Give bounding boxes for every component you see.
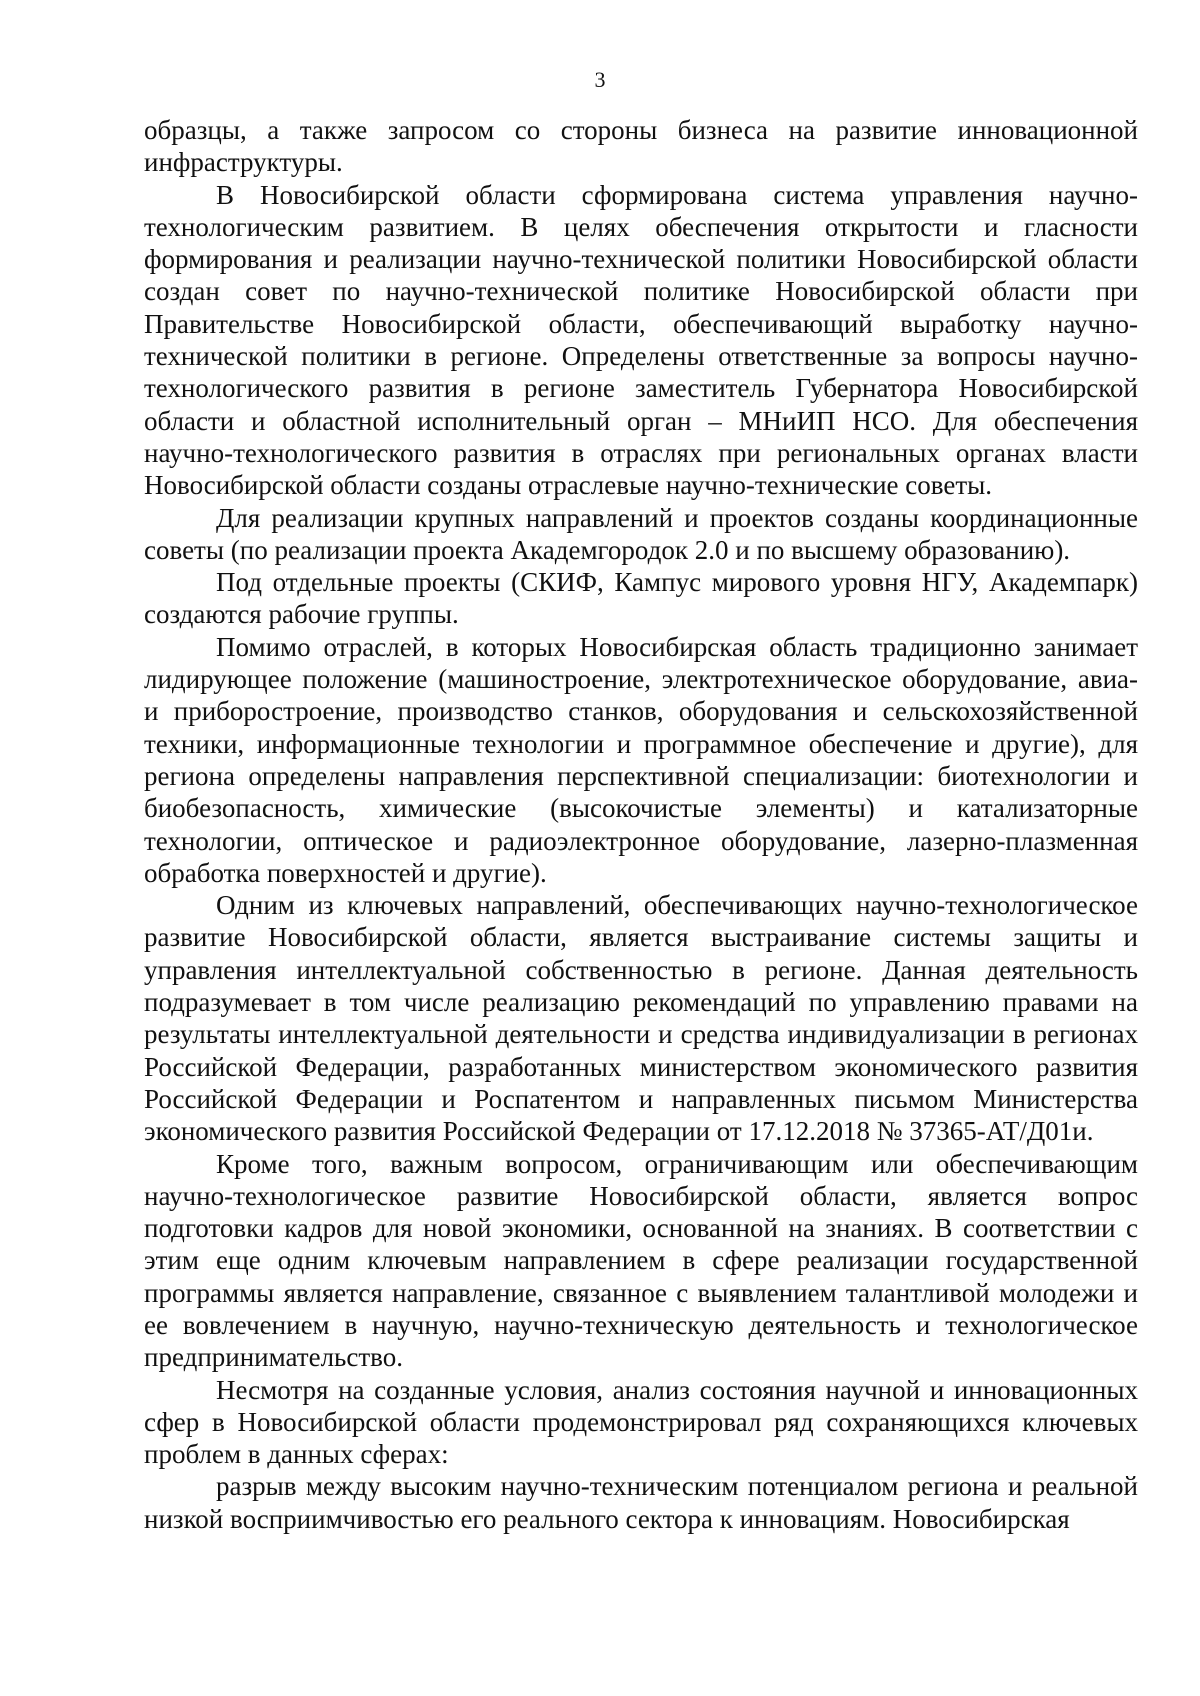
paragraph: Кроме того, важным вопросом, ограничивающим или обеспечивающим научно-технологическое развитие Новосибирской области, является вопрос подготовки кадров для новой экономики, основанной на знаниях. В соответствии с этим еще одним ключевым направлением в сфере реализации государственной программы является направление, связанное с выявлением талантливой молодежи и ее вовлечением в научную, научно-техническую деятельность и технологическое предпринимательство. (144, 1148, 1138, 1373)
page-number: 3 (594, 67, 606, 92)
paragraph: Помимо отраслей, в которых Новосибирская область традиционно занимает лидирующее положение (машиностроение, электротехническое оборудование, авиа- и приборостроение, производство станков, оборудования и сельскохозяйственной техники, информационные технологии и программное обеспечение и другие), для региона определены направления перспективной специализации: биотехнологии и биобезопасность, химические (высокочистые элементы) и катализаторные технологии, оптическое и радиоэлектронное оборудование, лазерно-плазменная обработка поверхностей и другие). (144, 631, 1138, 888)
paragraph: Под отдельные проекты (СКИФ, Кампус мирового уровня НГУ, Академпарк) создаются рабочие группы. (144, 567, 1138, 630)
paragraph: Несмотря на созданные условия, анализ состояния научной и инновационных сфер в Новосибирской области продемонстрировал ряд сохраняющихся ключевых проблем в данных сферах: (144, 1374, 1138, 1470)
paragraph: Одним из ключевых направлений, обеспечивающих научно-технологическое развитие Новосибирской области, является выстраивание системы защиты и управления интеллектуальной собственностью в регионе. Данная деятельность подразумевает в том числе реализацию рекомендаций по управлению правами на результаты интеллектуальной деятельности и средства индивидуализации в регионах Российской Федерации, разработанных министерством экономического развития Российской Федерации и Роспатентом и направленных письмом Министерства экономического развития Российской Федерации от 17.12.2018 № 37365-АТ/Д01и. (144, 890, 1138, 1147)
paragraph: В Новосибирской области сформирована система управления научно-технологическим развитием. В целях обеспечения открытости и гласности формирования и реализации научно-технической политики Новосибирской области создан совет по научно-технической политике Новосибирской области при Правительстве Новосибирской области, обеспечивающий выработку научно-технической политики в регионе. Определены ответственные за вопросы научно-технологического развития в регионе заместитель Губернатора Новосибирской области и областной исполнительный орган – МНиИП НСО. Для обеспечения научно-технологического развития в отраслях при региональных органах власти Новосибирской области созданы отраслевые научно-технические советы. (144, 179, 1138, 501)
paragraph: разрыв между высоким научно-техническим потенциалом региона и реальной низкой восприимчивостью его реального сектора к инновациям. Новосибирская (144, 1471, 1138, 1534)
document-body (144, 114, 1138, 1535)
paragraph: образцы, а также запросом со стороны бизнеса на развитие инновационной инфраструктуры. (144, 115, 1138, 178)
paragraph: Для реализации крупных направлений и проектов созданы координационные советы (по реализации проекта Академгородок 2.0 и по высшему образованию). (144, 502, 1138, 565)
